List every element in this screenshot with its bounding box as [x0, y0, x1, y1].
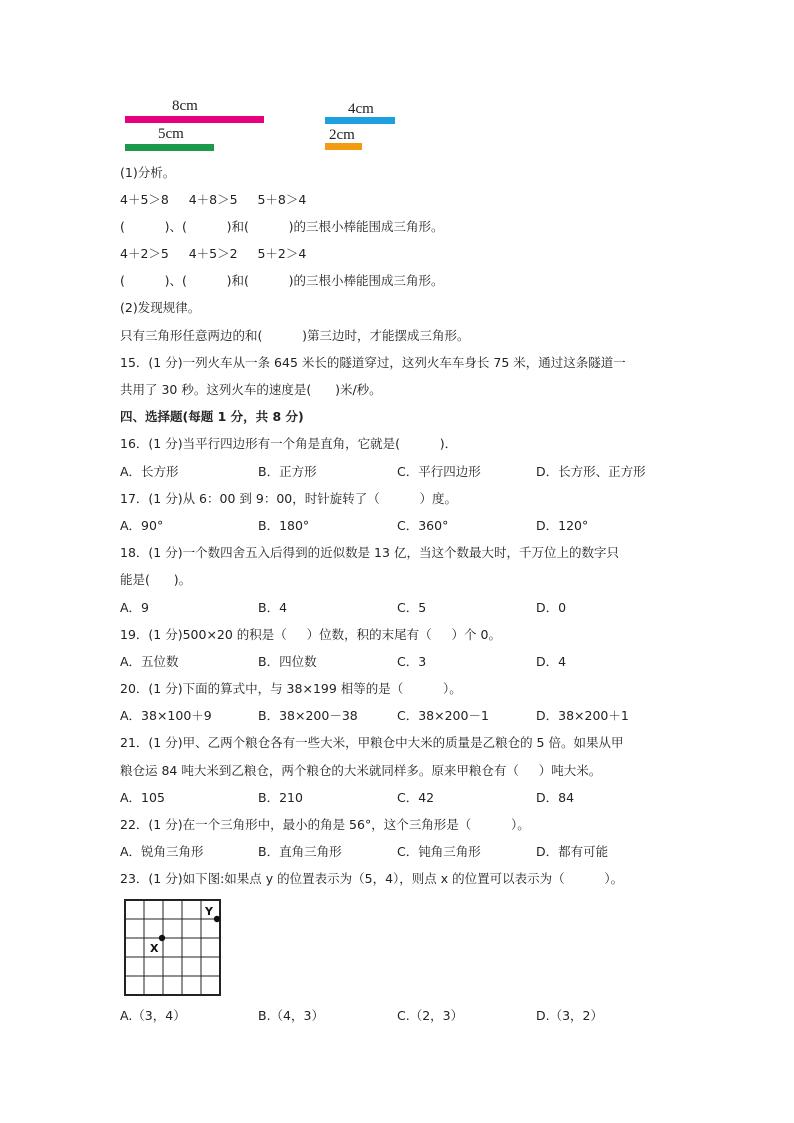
- analysis-heading: (1)分析。: [120, 165, 176, 180]
- option-a[interactable]: A．38×100＋9: [120, 708, 212, 723]
- question-17: 17．(1 分)从 6：00 到 9：00，时针旋转了（ ）度。: [120, 491, 457, 506]
- rule-heading: (2)发现规律。: [120, 300, 201, 315]
- coordinate-grid: [120, 896, 230, 996]
- option-b[interactable]: B．38×200－38: [258, 708, 358, 723]
- stick-4cm: [325, 117, 395, 124]
- stick-2cm: [325, 143, 362, 150]
- option-b[interactable]: B．直角三角形: [258, 844, 342, 859]
- option-c[interactable]: C．5: [397, 600, 427, 615]
- option-d[interactable]: D．0: [536, 600, 567, 615]
- stick-5cm: [125, 144, 214, 151]
- option-c[interactable]: C．42: [397, 790, 435, 805]
- point-x-label: X: [150, 942, 159, 955]
- option-c[interactable]: C．3: [397, 654, 427, 669]
- question-21-line-2: 粮仓运 84 吨大米到乙粮仓，两个粮仓的大米就同样多。原来甲粮仓有（ ）吨大米。: [120, 763, 602, 778]
- option-b[interactable]: B．180°: [258, 518, 310, 533]
- option-a[interactable]: A.（3，4）: [120, 1008, 186, 1023]
- rule-text: 只有三角形任意两边的和( )第三边时，才能摆成三角形。: [120, 328, 470, 343]
- option-b[interactable]: B.（4，3）: [258, 1008, 324, 1023]
- option-a[interactable]: A．9: [120, 600, 150, 615]
- option-d[interactable]: D．84: [536, 790, 575, 805]
- option-d[interactable]: D．长方形、正方形: [536, 464, 646, 479]
- option-c[interactable]: C．钝角三角形: [397, 844, 481, 859]
- question-16: 16．(1 分)当平行四边形有一个角是直角，它就是( )．: [120, 436, 458, 451]
- option-b[interactable]: B．正方形: [258, 464, 317, 479]
- option-c[interactable]: C．平行四边形: [397, 464, 481, 479]
- option-d[interactable]: D．都有可能: [536, 844, 609, 859]
- option-c[interactable]: C.（2，3）: [397, 1008, 464, 1023]
- question-15-line-2: 共用了 30 秒。这列火车的速度是( )米/秒。: [120, 382, 382, 397]
- stick-label-2cm: 2cm: [329, 127, 355, 143]
- option-d[interactable]: D．120°: [536, 518, 589, 533]
- section-4-heading: 四、选择题(每题 1 分，共 8 分): [120, 409, 304, 424]
- option-b[interactable]: B．四位数: [258, 654, 317, 669]
- option-a[interactable]: A．90°: [120, 518, 164, 533]
- blank-row-2: ( )、( )和( )的三根小棒能围成三角形。: [120, 273, 444, 288]
- point-y: [214, 916, 220, 922]
- question-18-line-2: 能是( )。: [120, 572, 192, 587]
- question-20: 20．(1 分)下面的算式中，与 38×199 相等的是（ ）。: [120, 681, 462, 696]
- option-b[interactable]: B．4: [258, 600, 288, 615]
- option-d[interactable]: D．38×200＋1: [536, 708, 629, 723]
- option-a[interactable]: A．长方形: [120, 464, 179, 479]
- point-y-label: Y: [205, 905, 213, 918]
- option-d[interactable]: D．4: [536, 654, 567, 669]
- point-x: [159, 935, 165, 941]
- question-19: 19．(1 分)500×20 的积是（ ）位数，积的末尾有（ ）个 0。: [120, 627, 501, 642]
- question-23: 23．(1 分)如下图:如果点 y 的位置表示为（5，4），则点 x 的位置可以表示为（ ）。: [120, 871, 624, 886]
- question-22: 22．(1 分)在一个三角形中，最小的角是 56°，这个三角形是（ ）。: [120, 817, 530, 832]
- option-a[interactable]: A．五位数: [120, 654, 179, 669]
- question-18-line-1: 18．(1 分)一个数四舍五入后得到的近似数是 13 亿，当这个数最大时，千万位上的数字只: [120, 545, 619, 560]
- stick-label-5cm: 5cm: [158, 126, 184, 142]
- inequality-row-1: 4＋5＞8 4＋8＞5 5＋8＞4: [120, 192, 307, 207]
- inequality-row-2: 4＋2＞5 4＋5＞2 5＋2＞4: [120, 246, 307, 261]
- question-15-line-1: 15．(1 分)一列火车从一条 645 米长的隧道穿过，这列火车车身长 75 米，通过这条隧道一: [120, 355, 626, 370]
- blank-row-1: ( )、( )和( )的三根小棒能围成三角形。: [120, 219, 444, 234]
- stick-8cm: [125, 116, 264, 123]
- stick-label-8cm: 8cm: [172, 98, 198, 114]
- option-a[interactable]: A．105: [120, 790, 165, 805]
- option-d[interactable]: D.（3，2）: [536, 1008, 604, 1023]
- option-c[interactable]: C．360°: [397, 518, 449, 533]
- option-c[interactable]: C．38×200－1: [397, 708, 489, 723]
- option-b[interactable]: B．210: [258, 790, 303, 805]
- question-21-line-1: 21．(1 分)甲、乙两个粮仓各有一些大米，甲粮仓中大米的质量是乙粮仓的 5 倍。如果从甲: [120, 735, 624, 750]
- option-a[interactable]: A．锐角三角形: [120, 844, 204, 859]
- stick-label-4cm: 4cm: [348, 101, 374, 117]
